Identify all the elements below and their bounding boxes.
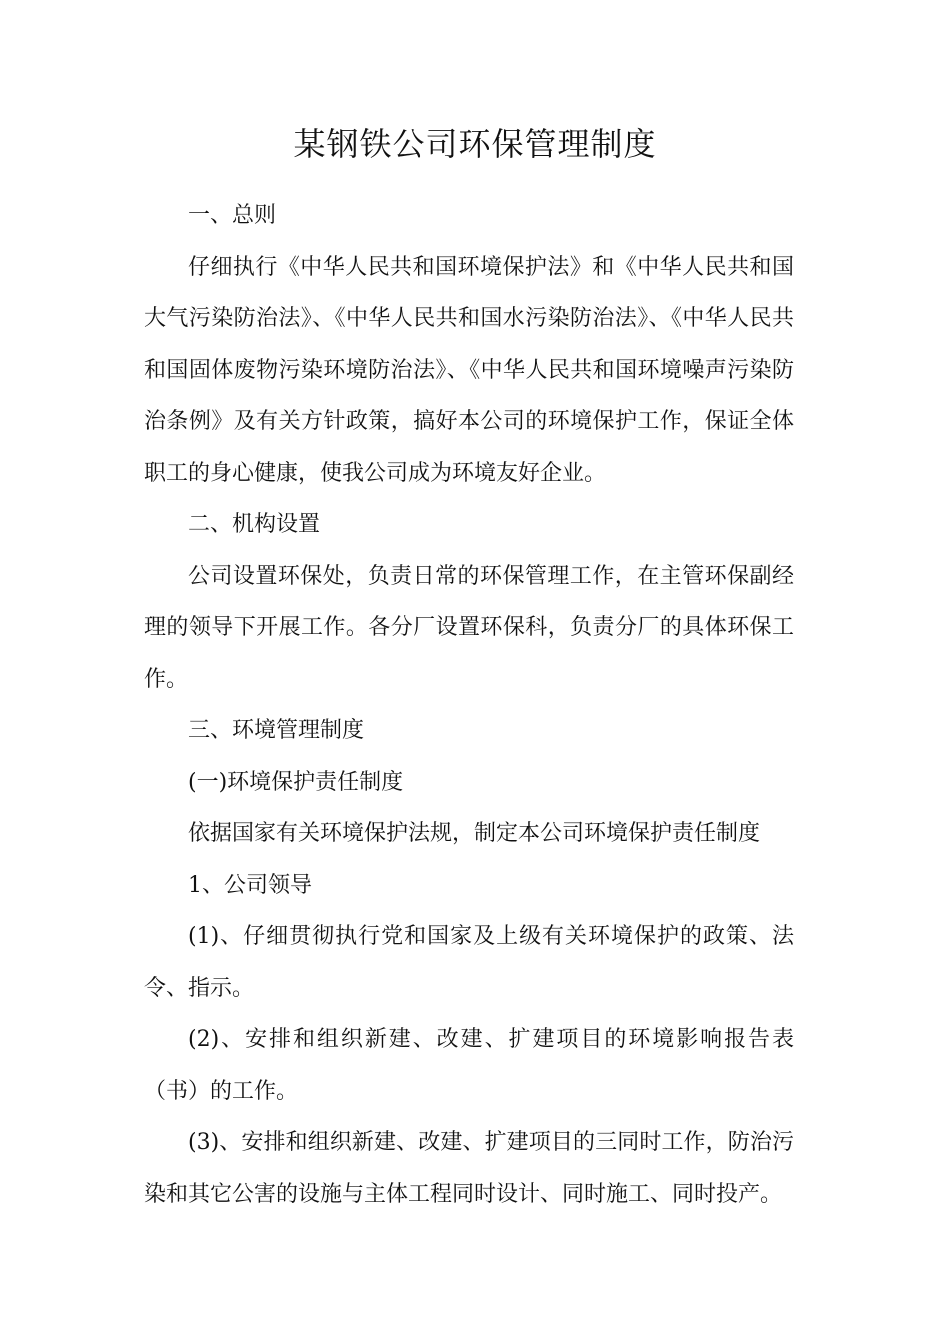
list-item-1: (1)、仔细贯彻执行党和国家及上级有关环境保护的政策、法令、指示。 [144, 924, 794, 1001]
subsection-heading-responsibility: (一)环境保护责任制度 [188, 769, 404, 795]
item-heading-leadership: 1、公司领导 [188, 872, 312, 898]
document-body [144, 190, 794, 1220]
paragraph-general: 仔细执行《中华人民共和国环境保护法》和《中华人民共和国大气污染防治法》、《中华人民共和国水污染防治法》、《中华人民共和国固体废物污染环境防治法》、《中华人民共和国环境噪声污染防治条例》及有关方针政策，搞好本公司的环境保护工作，保证全体职工的身心健康，使我公司成为环境友好企业。 [144, 254, 794, 486]
paragraph-organization: 公司设置环保处，负责日常的环保管理工作，在主管环保副经理的领导下开展工作。各分厂设置环保科，负责分厂的具体环保工作。 [144, 563, 794, 692]
section-heading-general: 一、总则 [188, 203, 277, 228]
document-title: 某钢铁公司环保管理制度 [293, 125, 657, 163]
section-heading-management: 三、环境管理制度 [188, 718, 365, 743]
section-heading-organization: 二、机构设置 [188, 512, 321, 537]
list-item-3: (3)、安排和组织新建、改建、扩建项目的三同时工作，防治污染和其它公害的设施与主体工程同时设计、同时施工、同时投产。 [144, 1130, 794, 1207]
paragraph-responsibility: 依据国家有关环境保护法规，制定本公司环境保护责任制度 [188, 821, 761, 846]
list-item-2: (2)、安排和组织新建、改建、扩建项目的环境影响报告表（书）的工作。 [144, 1027, 794, 1104]
